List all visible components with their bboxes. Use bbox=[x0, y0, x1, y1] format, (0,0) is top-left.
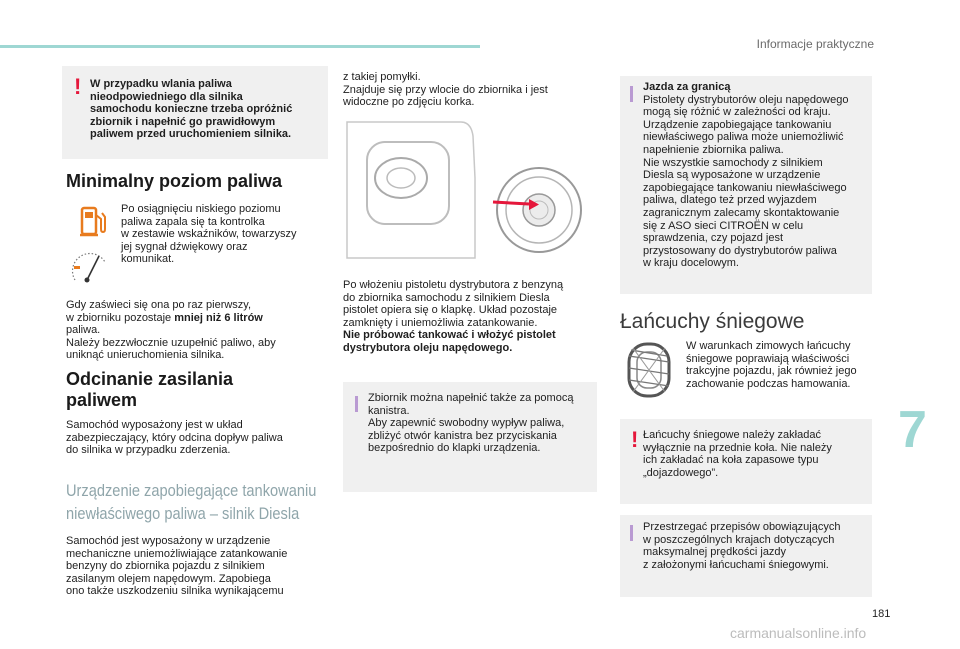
info-box-speed bbox=[620, 515, 872, 597]
info-box-jerrycan bbox=[343, 382, 597, 492]
heading-min-fuel: Minimalny poziom paliwa bbox=[66, 171, 283, 191]
chains-warning-text: Łańcuchy śniegowe należy zakładać wyłącznie na przednie koła. Nie należy ich zakładać na koła zapasowe typu „dojazdowego”. bbox=[643, 429, 832, 479]
filler-neck-illustration bbox=[343, 118, 585, 260]
warning-box-wrong-fuel bbox=[62, 66, 328, 159]
exclamation-icon: ! bbox=[74, 74, 82, 99]
info-icon bbox=[630, 525, 633, 541]
watermark: carmanualsonline.info bbox=[730, 625, 867, 641]
info-icon bbox=[355, 396, 358, 412]
min-fuel-text: Po osiągnięciu niskiego poziomu paliwa zapala się ta kontrolka w zestawie wskaźników, towarzyszy jej sygnał dźwiękowy oraz komunikat. bbox=[121, 203, 297, 266]
abroad-text: Jazda za granicą Pistolety dystrybutorów oleju napędowego mogą się różnić w zależności od kraju. Urządzenie zapobiegające tankowaniu niewłaściwego paliwa może uniemożliwić napełnienie zbiornika paliwa. Nie wszystkie samochody z silnikiem Diesla są wyposażone w urządzenie zapobiegające tankowaniu niewłaściwego paliwa, dlatego też przed wyjazdem zagranicznym zalecamy skontaktowanie się z ASO sieci CITROËN w celu sprawdzenia, czy pojazd jest przystosowany do dystrybutorów paliwa w kraju docelowym. bbox=[643, 81, 849, 270]
exclamation-icon: ! bbox=[631, 427, 639, 452]
heading-misfuel-device: Urządzenie zapobiegające tankowaniu niewłaściwego paliwa – silnik Diesla bbox=[66, 481, 317, 523]
header-accent-bar bbox=[0, 45, 480, 48]
heading-snow-chains: Łańcuchy śniegowe bbox=[620, 310, 805, 333]
cutoff-text: Samochód wyposażony jest w układ zabezpieczający, który odcina dopływ paliwa do silnika w przypadku zderzenia. bbox=[66, 419, 283, 457]
speed-info-text: Przestrzegać przepisów obowiązujących w poszczególnych krajach dotyczących maksymalnej prędkości jazdy z założonymi łańcuchami śniegowymi. bbox=[643, 521, 841, 571]
page-number: 181 bbox=[872, 608, 891, 620]
heading-fuel-cutoff: Odcinanie zasilania paliwem bbox=[66, 369, 234, 410]
warning-box-chains bbox=[620, 419, 872, 504]
pistol-insert-text: Po włożeniu pistoletu dystrybutora z benzyną do zbiornika samochodu z silnikiem Diesla pistolet opiera się o klapkę. Układ pozostaje zamknięty i uniemożliwia zatankowanie. Nie próbować tankować i włożyć pistolet dystrybutora oleju napędowego. bbox=[343, 279, 564, 354]
fuel-gauge-icon bbox=[69, 250, 113, 290]
info-box-abroad bbox=[620, 76, 872, 294]
info-text: Zbiornik można napełnić także za pomocą kanistra. Aby zapewnić swobodny wypływ paliwa, zbliżyć otwór kanistra bez przyciskania bezpośrednio do klapki urządzenia. bbox=[368, 392, 574, 455]
info-icon bbox=[630, 86, 633, 102]
snow-chains-text: W warunkach zimowych łańcuchy śniegowe poprawiają właściwości trakcyjne pojazdu, jak również jego zachowanie podczas hamowania. bbox=[686, 340, 857, 390]
device-location-text: z takiej pomyłki. Znajduje się przy wlocie do zbiornika i jest widoczne po zdjęciu korka. bbox=[343, 71, 548, 109]
section-title: Informacje praktyczne bbox=[756, 37, 874, 51]
reserve-text: Gdy zaświeci się ona po raz pierwszy, w zbiorniku pozostaje mniej niż 6 litrów paliwa. Należy bezzwłocznie uzupełnić paliwo, aby uniknąć unieruchomienia silnika. bbox=[66, 299, 276, 362]
chapter-number: 7 bbox=[898, 401, 927, 459]
snow-chain-tire-icon bbox=[621, 340, 677, 400]
device-text: Samochód jest wyposażony w urządzenie mechaniczne uniemożliwiające zatankowanie benzyny do zbiornika pojazdu z silnikiem zasilanym olejem napędowym. Zapobiega ono także uszkodzeniu silnika wynikającemu bbox=[66, 535, 288, 598]
warning-text: W przypadku wlania paliwa nieodpowiedniego dla silnika samochodu konieczne trzeba opróżnić zbiornik i napełnić go prawidłowym paliwem przed uruchomieniem silnika. bbox=[90, 78, 293, 141]
fuel-pump-icon bbox=[78, 205, 108, 239]
